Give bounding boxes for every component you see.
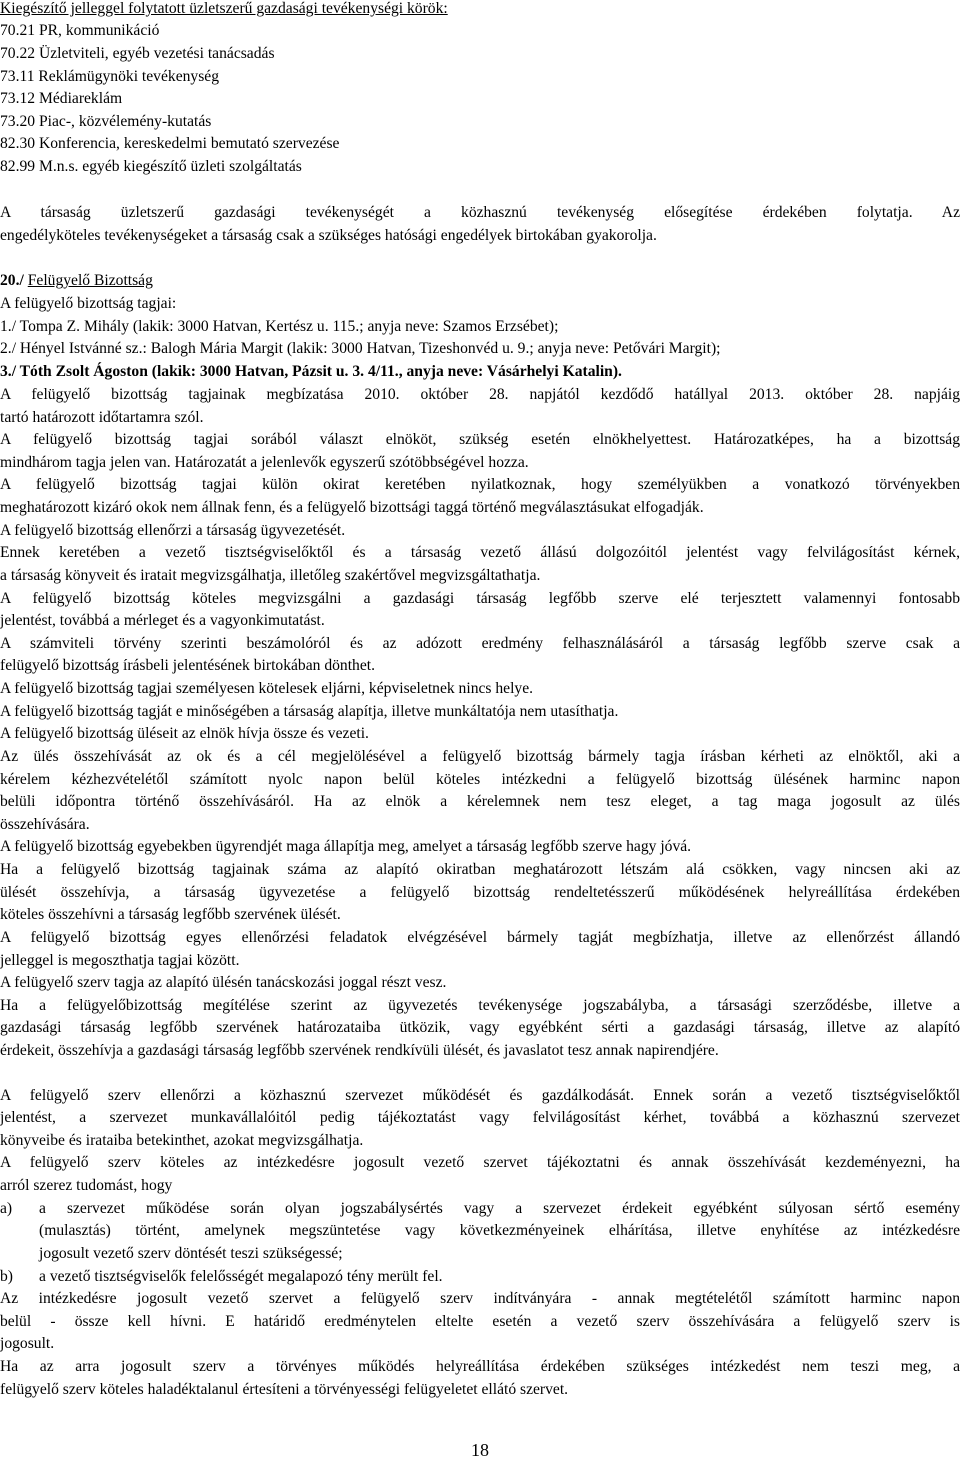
- paragraph-line: A felügyelő bizottság köteles megvizsgálni a gazdasági társaság legfőbb szerve elé terjesztett valamennyi fontosabb: [0, 590, 960, 607]
- paragraph-line: A felügyelő bizottság tagjainak megbízatása 2010. október 28. napjától kezdődő hatállyal 2013. október 28. napjáig: [0, 386, 960, 403]
- paragraph-line: A felügyelő bizottság tagját e minőségében a társaság alapítja, illetve munkáltatója nem utasíthatja.: [0, 703, 619, 720]
- paragraph-line: A felügyelő bizottság tagjai külön okirat keretében nyilatkoznak, hogy személyükben a vonatkozó törvényekben: [0, 476, 960, 493]
- section-number: 20./: [0, 272, 24, 289]
- paragraph-line: (mulasztás) történt, amelynek megszüntetése vagy következményeinek elhárítása, illetve enyhítése az intézkedésre: [39, 1222, 960, 1239]
- member-entry: 2./ Hényel Istvánné sz.: Balogh Mária Margit (lakik: 3000 Hatvan, Tizeshonvéd u. 9.; anyja neve: Petővári Margit);: [0, 340, 721, 357]
- paragraph-line: a vezető tisztségviselők felelősségét megalapozó tény merült fel.: [39, 1268, 443, 1285]
- paragraph-line: Ha az arra jogosult szerv a törvényes működés helyreállítása érdekében szükséges intézkedést nem teszi meg, a: [0, 1358, 960, 1375]
- paragraph-line: Ha a felügyelőbizottság megítélése szerint az ügyvezetés tevékenysége jogszabályba, a társasági szerződésbe, illetve a: [0, 997, 960, 1014]
- paragraph-line: kérelem kézhezvételétől számított nyolc napon belül köteles intézkedni a felügyelő bizottság ülésének harminc napon: [0, 771, 960, 788]
- member-entry: 1./ Tompa Z. Mihály (lakik: 3000 Hatvan, Kertész u. 115.; anyja neve: Szamos Erzsébet);: [0, 318, 559, 335]
- activity-item: 73.20 Piac-, közvélemény-kutatás: [0, 113, 212, 130]
- paragraph-line: A felügyelő bizottság egyes ellenőrzési feladatok elvégzésével bármely tagját megbízhatja, illetve az ellenőrzést állandó: [0, 929, 960, 946]
- paragraph-line: ülését összehívja, a társaság ügyvezetése a felügyelő bizottság rendeltetésszerű működésének helyreállítása érdekében: [0, 884, 960, 901]
- paragraph-line: felügyelő szerv köteles haladéktalanul értesíteni a törvényességi felügyeletet ellátó szervet.: [0, 1381, 569, 1398]
- paragraph-line: belüli időpontra történő összehívásáról. Ha az elnök a kérelemnek nem tesz eleget, a tag maga jogosult az ülés: [0, 793, 960, 810]
- paragraph-line: A felügyelő szerv köteles az intézkedésre jogosult vezető szervet tájékoztatni és annak összehívását kezdeményezni, ha: [0, 1154, 960, 1171]
- paragraph-line: mindhárom tagja jelen van. Határozatát a jelenlevők egyszerű szótöbbségével hozza.: [0, 454, 529, 471]
- activity-item: 70.22 Üzletviteli, egyéb vezetési tanácsadás: [0, 45, 275, 62]
- paragraph-line: jogosult.: [0, 1335, 55, 1352]
- paragraph-line: jelentést, továbbá a mérleget és a vagyonkimutatást.: [0, 612, 325, 629]
- paragraph-line: meghatározott kizáró okok nem állnak fenn, és a felügyelő bizottsági taggá történő megválasztásukat elfogadják.: [0, 499, 704, 516]
- paragraph-line: jelentést, a szervezet munkavállalóitól pedig tájékoztatást vagy felvilágosítást kérhet, továbbá a közhasznú szervezet: [0, 1109, 960, 1126]
- paragraph-line: Ha a felügyelő bizottság tagjainak száma az alapító okiratban meghatározott létszám alá csökken, vagy nincsen aki az: [0, 861, 960, 878]
- activity-item: 82.30 Konferencia, kereskedelmi bemutató szervezése: [0, 135, 340, 152]
- section-title: Felügyelő Bizottság: [27, 272, 153, 289]
- paragraph-line: köteles összehívni a társaság legfőbb szervének ülését.: [0, 906, 341, 923]
- paragraph-line: Az intézkedésre jogosult vezető szervet a felügyelő szerv indítványára - annak megtételétől számított harminc napon: [0, 1290, 960, 1307]
- paragraph-line: A felügyelő szerv ellenőrzi a közhasznú szervezet működését és gazdálkodását. Ennek során a vezető tisztségviselőktől: [0, 1087, 960, 1104]
- paragraph-line: érdekeit, összehívja a gazdasági társaság legfőbb szervének rendkívüli ülését, és javaslatot tesz annak napirendjére.: [0, 1042, 719, 1059]
- paragraph-line: felügyelő bizottság írásbeli jelentésének birtokában dönthet.: [0, 657, 375, 674]
- paragraph-line: a szervezet működése során olyan jogszabálysértés vagy a szervezet érdekeit egyébként súlyosan sértő esemény: [39, 1200, 960, 1217]
- activity-item: 73.12 Médiareklám: [0, 90, 123, 107]
- paragraph-line: jelleggel is megoszthatja tagjai között.: [0, 952, 240, 969]
- paragraph-line: a társaság könyveit és iratait megvizsgálhatja, illetőleg szakértővel megvizsgáltathatja.: [0, 567, 541, 584]
- paragraph-line: A felügyelő bizottság egyebekben ügyrendjét maga állapítja meg, amelyet a társaság legfőbb szerve hagy jóvá.: [0, 838, 692, 855]
- list-marker: a): [0, 1200, 13, 1217]
- paragraph-line: A felügyelő szerv tagja az alapító ülésén tanácskozási joggal részt vesz.: [0, 974, 447, 991]
- paragraph-line: Ennek keretében a vezető tisztségviselőktől és a társaság vezető állású dolgozóitól jelentést vagy felvilágosítást kérnek,: [0, 544, 960, 561]
- paragraph-line: tartó határozott időtartamra szól.: [0, 409, 204, 426]
- page-number: 18: [471, 1440, 489, 1460]
- section-heading: [0, 270, 960, 293]
- paragraph-line: A felügyelő bizottság tagjai sorából választ elnököt, szükség esetén elnökhelyettest. Határozatképes, ha a bizottság: [0, 431, 960, 448]
- paragraph-line: A társaság üzletszerű gazdasági tevékenységét a közhasznú tevékenység elősegítése érdekében folytatja. Az: [0, 204, 960, 221]
- paragraph-line: belül - össze kell hívni. E határidő eredménytelen eltelte esetén a vezető szerv összehívására a felügyelő szerv is: [0, 1313, 960, 1330]
- paragraph-line: jogosult vezető szerv döntését teszi szükségessé;: [39, 1245, 343, 1262]
- paragraph-line: Az ülés összehívását az ok és a cél megjelölésével a felügyelő bizottság bármely tagja írásban kérheti az elnöktől, aki a: [0, 748, 960, 765]
- list-marker: b): [0, 1268, 13, 1285]
- paragraph-line: A számviteli törvény szerinti beszámolóról és az adózott eredmény felhasználásáról a társaság legfőbb szerve csak a: [0, 635, 960, 652]
- paragraph-line: engedélyköteles tevékenységeket a társaság csak a szükséges hatósági engedélyek birtokában gyakorolja.: [0, 227, 657, 244]
- paragraph-line: A felügyelő bizottság tagjai személyesen kötelesek eljárni, képviseletnek nincs helye.: [0, 680, 534, 697]
- paragraph-line: A felügyelő bizottság üléseit az elnök hívja össze és vezeti.: [0, 725, 369, 742]
- member-entry: 3./ Tóth Zsolt Ágoston (lakik: 3000 Hatvan, Pázsit u. 3. 4/11., anyja neve: Vásárhelyi Katalin).: [0, 363, 622, 380]
- activities-heading: Kiegészítő jelleggel folytatott üzletszerű gazdasági tevékenységi körök:: [0, 0, 448, 17]
- paragraph-line: A felügyelő bizottság ellenőrzi a társaság ügyvezetését.: [0, 522, 346, 539]
- paragraph-line: gazdasági társaság legfőbb szervének határozataiba ütközik, vagy egyébként sérti a gazdasági társaság, illetve az alapító: [0, 1019, 960, 1036]
- members-heading: A felügyelő bizottság tagjai:: [0, 295, 177, 312]
- paragraph-line: összehívására.: [0, 816, 90, 833]
- activity-item: 82.99 M.n.s. egyéb kiegészítő üzleti szolgáltatás: [0, 158, 302, 175]
- activity-item: 73.11 Reklámügynöki tevékenység: [0, 68, 219, 85]
- activity-item: 70.21 PR, kommunikáció: [0, 22, 160, 39]
- paragraph-line: könyveibe és irataiba betekinthet, azokat megvizsgálhatja.: [0, 1132, 364, 1149]
- paragraph-line: arról szerez tudomást, hogy: [0, 1177, 173, 1194]
